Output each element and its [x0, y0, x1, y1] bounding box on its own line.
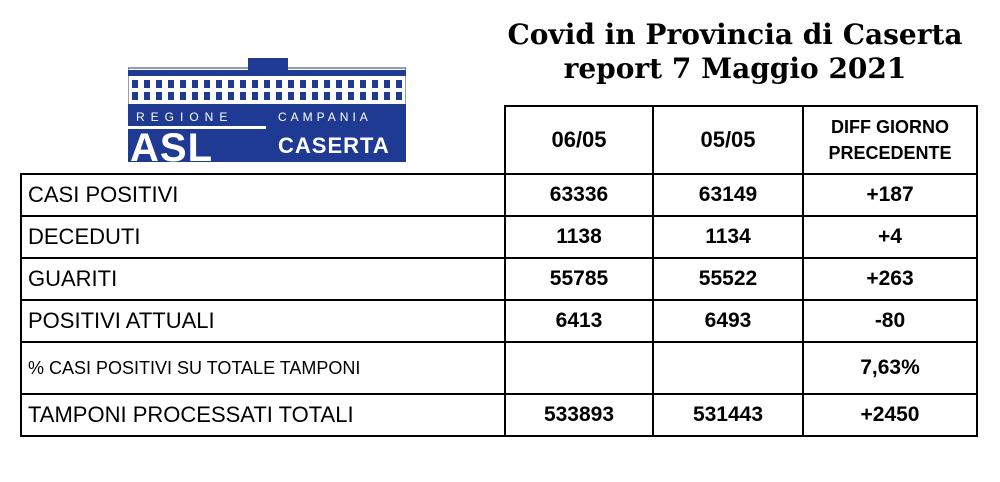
header-diff [803, 106, 977, 174]
header-date-0505: 05/05 [653, 106, 803, 174]
covid-report-table [20, 105, 978, 437]
row-diff: +2450 [803, 394, 977, 436]
row-value-0605 [505, 342, 653, 394]
table-row [21, 258, 977, 300]
report-title-line1: Covid in Provincia di Caserta [507, 18, 963, 51]
row-value-0505: 6493 [653, 300, 803, 342]
table-row [21, 342, 977, 394]
row-label: DECEDUTI [21, 216, 505, 258]
row-label: % CASI POSITIVI SU TOTALE TAMPONI [21, 342, 505, 394]
table-header-row [21, 106, 977, 174]
row-label: TAMPONI PROCESSATI TOTALI [21, 394, 505, 436]
row-value-0505 [653, 342, 803, 394]
table-row [21, 216, 977, 258]
logo-regione-text: REGIONE [136, 110, 234, 124]
row-value-0505: 1134 [653, 216, 803, 258]
header-date-0605: 06/05 [505, 106, 653, 174]
report-title-line2: report 7 Maggio 2021 [563, 52, 907, 85]
row-value-0605: 1138 [505, 216, 653, 258]
row-diff: -80 [803, 300, 977, 342]
header-blank-cell [21, 106, 505, 174]
row-value-0505: 55522 [653, 258, 803, 300]
header-diff-line1: DIFF GIORNO [831, 117, 949, 137]
row-label: POSITIVI ATTUALI [21, 300, 505, 342]
row-value-0505: 531443 [653, 394, 803, 436]
row-diff: +4 [803, 216, 977, 258]
table-row [21, 300, 977, 342]
header-diff-line2: PRECEDENTE [828, 143, 952, 163]
row-label: CASI POSITIVI [21, 174, 505, 216]
logo-asl-text: ASL [130, 126, 213, 170]
row-value-0605: 533893 [505, 394, 653, 436]
logo-caserta-text: CASERTA [278, 133, 390, 158]
row-label: GUARITI [21, 258, 505, 300]
row-value-0605: 63336 [505, 174, 653, 216]
report-title [470, 18, 1000, 86]
logo-campania-text: CAMPANIA [278, 110, 372, 124]
table-row [21, 394, 977, 436]
row-diff: +263 [803, 258, 977, 300]
table-row [21, 174, 977, 216]
row-value-0605: 55785 [505, 258, 653, 300]
row-diff: +187 [803, 174, 977, 216]
row-value-0605: 6413 [505, 300, 653, 342]
row-value-0505: 63149 [653, 174, 803, 216]
row-diff: 7,63% [803, 342, 977, 394]
